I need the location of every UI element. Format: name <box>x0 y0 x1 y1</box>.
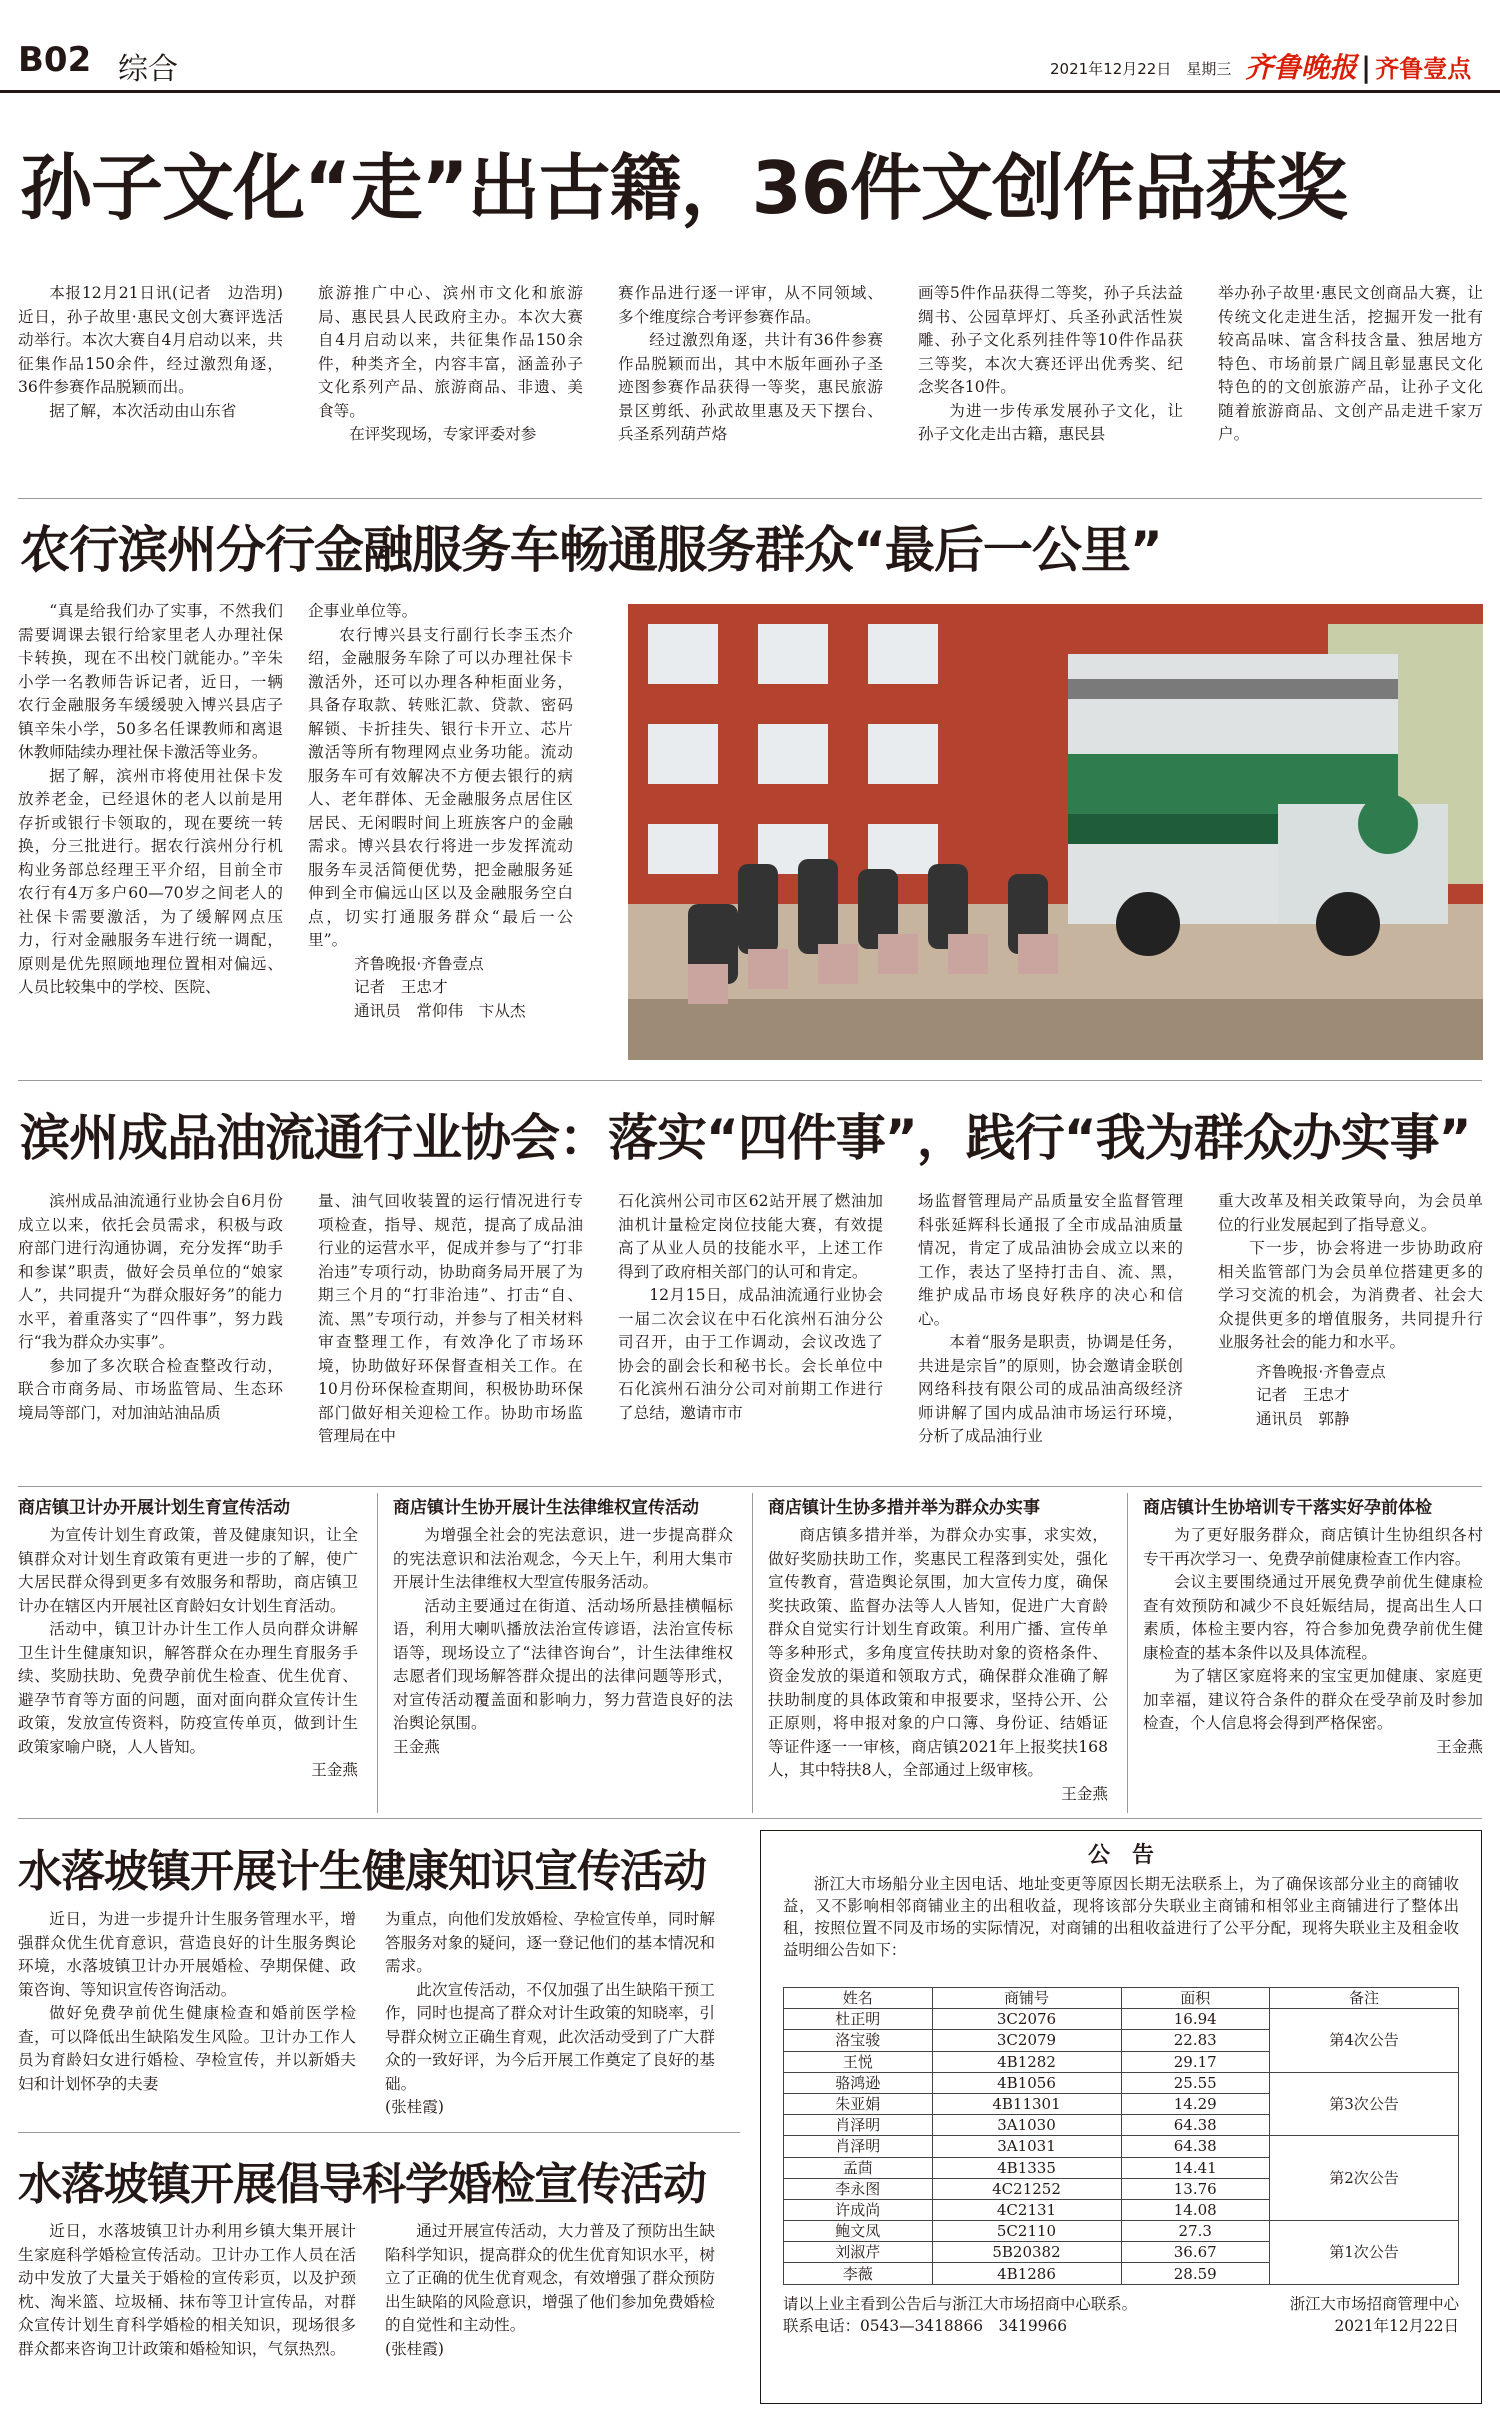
cell: 4C21252 <box>932 2178 1121 2199</box>
bank-service-truck-photo <box>628 604 1483 1060</box>
article3-col3 <box>618 1190 883 1490</box>
paragraph: 石化滨州公司市区62站开展了燃油加油机计量检定岗位技能大赛，有效提高了从业人员的技能水平，上述工作得到了政府相关部门的认可和肯定。 <box>618 1192 883 1281</box>
table-row <box>784 2221 1459 2242</box>
article1-col5 <box>1218 282 1483 492</box>
paragraph: 据了解，本次活动由山东省 <box>49 401 237 420</box>
cell: 王悦 <box>784 2051 933 2072</box>
notice-issuer: 浙江大市场招商管理中心 <box>1289 2294 1459 2313</box>
byline: 通讯员 郭静 <box>1256 1409 1350 1428</box>
table-header-row <box>784 1988 1459 2009</box>
article1-col3 <box>618 282 883 492</box>
remark-cell: 第1次公告 <box>1270 2221 1459 2285</box>
paragraph: 会议主要围绕通过开展免费孕前优生健康检查有效预防和减少不良妊娠结局，提高出生人口素质，体检主要内容，符合参加免费孕前优生健康检查的基本条件以及具体流程。 <box>1143 1573 1483 1662</box>
paragraph: 农行博兴县支行副行长李玉杰介绍，金融服务车除了可以办理社保卡激活外，还可以办理各种柜面业务，具备存取款、转账汇款、贷款、密码解锁、卡折挂失、银行卡开立、芯片激活等所有物理网点业务功能。流动服务车可有效解决不方便去银行的病人、老年群体、无金融服务点居住区居民、无闲暇时间上班族客户的金融需求。博兴县农行将进一步发挥流动服务车灵活简便优势，把金融服务延伸到全市偏远山区以及金融服务空白点，切实打通服务群众“最后一公里”。 <box>308 625 573 949</box>
cell: 骆鸿逊 <box>784 2072 933 2093</box>
paragraph: 活动主要通过在街道、活动场所悬挂横幅标语，利用大喇叭播放法治宣传谚语，法治宣传标语等，现场设立了“法律咨询台”，计生法律维权志愿者们现场解答群众提出的法律问题等形式，对宣传活动覆盖面和影响力，努力营造良好的法治舆论氛围。 <box>393 1596 733 1732</box>
notice-phone: 联系电话：0543—3418866 3419966 <box>783 2316 1067 2335</box>
author-signature: 王金燕 <box>1436 1737 1483 1756</box>
paragraph: 旅游推广中心、滨州市文化和旅游局、惠民县人民政府主办。本次大赛自4月启动以来，共征集作品150余件，种类齐全，内容丰富，涵盖孙子文化系列产品、旅游商品、非遗、美食等。 <box>318 284 583 420</box>
logo-qilu-yidian: 齐鲁壹点 <box>1375 55 1472 83</box>
article5-col1 <box>18 2220 356 2410</box>
cell: 洛宝骏 <box>784 2030 933 2051</box>
short1-body <box>18 1524 358 1814</box>
logo-qilu-wanbao: 齐鲁晚报 <box>1245 51 1358 84</box>
remark-cell: 第2次公告 <box>1270 2136 1459 2221</box>
cell: 4B1335 <box>932 2157 1121 2178</box>
paragraph: 本着“服务是职责，协调是任务，共进是宗旨”的原则，协会邀请金联创网络科技有限公司的成品油高级经济师讲解了国内成品油市场运行环境，分析了成品油行业 <box>918 1333 1183 1445</box>
paragraph: 重大改革及相关政策导向，为会员单位的行业发展起到了指导意义。 <box>1218 1192 1483 1234</box>
table-row <box>784 2072 1459 2093</box>
divider <box>18 1080 1482 1081</box>
cell: 64.38 <box>1121 2115 1270 2136</box>
cell: 5C2110 <box>932 2221 1121 2242</box>
page-number: B02 <box>18 40 92 80</box>
cell: 16.94 <box>1121 2009 1270 2030</box>
paragraph: 为进一步传承发展孙子文化，让孙子文化走出古籍，惠民县 <box>918 401 1183 443</box>
article3-col5 <box>1218 1190 1483 1490</box>
article4-col2 <box>385 1908 715 2128</box>
paragraph: 据了解，滨州市将使用社保卡发放养老金，已经退休的老人以前是用存折或银行卡领取的，现在要统一转换，分三批进行。据农行滨州分行机构业务部总经理王平介绍，目前全市农行有4万多户60—70岁之间老人的社保卡需要激活，为了缓解网点压力，行对金融服务车进行统一调配，原则是优先照顾地理位置相对偏远、人员比较集中的学校、医院、 <box>18 766 283 996</box>
divider <box>18 1486 1482 1487</box>
cell: 肖泽明 <box>784 2136 933 2157</box>
author-signature: (张桂霞) <box>385 2339 444 2358</box>
notice-footer <box>783 2293 1459 2337</box>
column-rule <box>752 1493 753 1813</box>
cell: 14.08 <box>1121 2199 1270 2220</box>
article5-headline: 水落坡镇开展倡导科学婚检宣传活动 <box>18 2159 706 2210</box>
cell: 27.3 <box>1121 2221 1270 2242</box>
short1-headline: 商店镇卫计办开展计划生育宣传活动 <box>18 1498 290 1518</box>
newspaper-logo: 齐鲁晚报 | 齐鲁壹点 <box>1245 51 1472 84</box>
paragraph: 做好免费孕前优生健康检查和婚前医学检查，可以降低出生缺陷发生风险。卫计办工作人员为育龄妇女进行婚检、孕检宣传，并以新婚夫妇和计划怀孕的夫妻 <box>18 2004 356 2093</box>
short3-body <box>768 1524 1108 1814</box>
article2-col1 <box>18 600 283 1060</box>
byline: 齐鲁晚报·齐鲁壹点 <box>354 954 484 973</box>
paragraph: 量、油气回收装置的运行情况进行专项检查，指导、规范，提高了成品油行业的运营水平，促成并参与了“打非治违”专项行动，协助商务局开展了为期三个月的“打非治违”、打击“自、流、黑”专项行动，并参与了相关材料审查整理工作，有效净化了市场环境，协助做好环保督查相关工作。在10月份环保检查期间，积极协助环保部门做好相关迎检工作。协助市场监管理局在中 <box>318 1192 583 1445</box>
cell: 3C2079 <box>932 2030 1121 2051</box>
article2-col2 <box>308 600 573 1060</box>
paragraph: 为增强全社会的宪法意识，进一步提高群众的宪法意识和法治观念，今天上午，利用大集市开展计生法律维权大型宣传服务活动。 <box>393 1526 733 1591</box>
remark-cell: 第3次公告 <box>1270 2072 1459 2136</box>
weekday-text: 星期三 <box>1186 60 1232 78</box>
notice-date: 2021年12月22日 <box>1334 2316 1459 2335</box>
table-row <box>784 2009 1459 2030</box>
column-header: 商铺号 <box>932 1988 1121 2009</box>
divider <box>18 1818 1482 1819</box>
paragraph: 场监督管理局产品质量安全监督管理科张延辉科长通报了全市成品油质量情况，肯定了成品油协会成立以来的工作，表达了坚持打击自、流、黑，维护成品市场良好秩序的决心和信心。 <box>918 1192 1183 1328</box>
paragraph: 企事业单位等。 <box>308 602 418 620</box>
article3-col2 <box>318 1190 583 1490</box>
paragraph: 为了辖区家庭将来的宝宝更加健康、家庭更加幸福，建议符合条件的群众在受孕前及时参加检查，个人信息将会得到严格保密。 <box>1143 1667 1483 1732</box>
cell: 李薇 <box>784 2263 933 2284</box>
author-signature: 王金燕 <box>1061 1784 1108 1803</box>
article3-headline: 滨州成品油流通行业协会：落实“四件事”，践行“我为群众办实事” <box>20 1109 1471 1167</box>
paragraph: 通过开展宣传活动，大力普及了预防出生缺陷科学知识，提高群众的优生优育知识水平，树立了正确的优生优育观念，有效增强了群众预防出生缺陷的风险意识，增强了他们参加免费婚检的自觉性和主动性。 <box>385 2222 715 2334</box>
article1-col1 <box>18 282 299 492</box>
short2-headline: 商店镇计生协开展计生法律维权宣传活动 <box>393 1498 699 1518</box>
article2-headline: 农行滨州分行金融服务车畅通服务群众“最后一公里” <box>20 521 1162 579</box>
cell: 鲍文凤 <box>784 2221 933 2242</box>
photo-illustration <box>628 604 1483 1060</box>
paragraph: 赛作品进行逐一评审，从不同领域、多个维度综合考评参赛作品。 <box>618 284 883 326</box>
divider <box>18 498 1482 499</box>
paragraph: 下一步，协会将进一步协助政府相关监管部门为会员单位搭建更多的学习交流的机会，为消费者、社会大众提供更多的增值服务，共同提升行业服务社会的能力和水平。 <box>1218 1239 1483 1351</box>
notice-table <box>783 1987 1459 2285</box>
article5-col2 <box>385 2220 715 2410</box>
paragraph: 商店镇多措并举，为群众办实事，求实效，做好奖励扶助工作，奖惠民工程落到实处，强化宣传教育，营造舆论氛围，加大宣传力度，确保奖扶政策、监督办法等人人皆知，促进广大育龄群众自觉实行计划生育政策。利用广播、宣传单等多种形式，多角度宣传扶助对象的资格条件、资金发放的渠道和领取方式，确保群众准确了解扶助制度的具体政策和申报要求，坚持公开、公正原则，将申报对象的户口簿、身份证、结婚证等证件逐一一审核，商店镇2021年上报奖扶168人，其中特扶8人，全部通过上级审核。 <box>768 1526 1108 1779</box>
notice-intro: 浙江大市场船分业主因电话、地址变更等原因长期无法联系上，为了确保该部分业主的商铺收益，又不影响相邻商铺业主的出租收益，现将该部分失联业主商铺和相邻业主商铺进行了整体出租，按照位置不同及市场的实际情况，对商铺的出租收益进行了公平分配，现将失联业主及租金收益明细公告如下： <box>783 1875 1459 1959</box>
short2-body <box>393 1524 733 1814</box>
cell: 28.59 <box>1121 2263 1270 2284</box>
cell: 14.41 <box>1121 2157 1270 2178</box>
notice-contact-instruction: 请以上业主看到公告后与浙江大市场招商中心联系。 <box>783 2294 1137 2313</box>
article1-col2 <box>318 282 583 492</box>
cell: 25.55 <box>1121 2072 1270 2093</box>
article4-col1 <box>18 1908 356 2128</box>
cell: 3A1031 <box>932 2136 1121 2157</box>
header-date <box>1050 58 1231 79</box>
cell: 36.67 <box>1121 2242 1270 2263</box>
cell: 4B1056 <box>932 2072 1121 2093</box>
cell: 肖泽明 <box>784 2115 933 2136</box>
paragraph: 此次宣传活动，不仅加强了出生缺陷干预工作，同时也提高了群众对计生政策的知晓率，引导群众树立正确生育观，此次活动受到了广大群众的一致好评，为今后开展工作奠定了良好的基础。 <box>385 1980 715 2093</box>
public-notice-box <box>760 1830 1482 2404</box>
section-name: 综合 <box>118 52 178 87</box>
cell: 朱亚娟 <box>784 2093 933 2114</box>
author-signature: (张桂霞) <box>385 2098 444 2116</box>
byline: 记者 王忠才 <box>354 978 448 996</box>
paragraph: “真是给我们办了实事，不然我们需要调课去银行给家里老人办理社保卡转换，现在不出校门就能办。”辛朱小学一名教师告诉记者，近日，一辆农行金融服务车缓缓驶入博兴县店子镇辛朱小学，50多名任课教师和离退休教师陆续办理社保卡激活等业务。 <box>18 602 283 761</box>
date-text: 2021年12月22日 <box>1050 60 1172 78</box>
cell: 4C2131 <box>932 2199 1121 2220</box>
cell: 64.38 <box>1121 2136 1270 2157</box>
cell: 4B1282 <box>932 2051 1121 2072</box>
paragraph: 本报12月21日讯(记者 边浩玥) 近日，孙子故里·惠民文创大赛评选活动举行。本次大赛自4月启动以来，共征集作品150余件，经过激烈角逐，36件参赛作品脱颖而出。 <box>18 284 299 396</box>
paragraph: 滨州成品油流通行业协会自6月份成立以来，依托会员需求，积极与政府部门进行沟通协调，充分发挥“助手和参谋”职责，做好会员单位的“娘家人”，共同提升“为群众服好务”的能力水平，着重落实了“四件事”，努力践行“我为群众办实事”。 <box>18 1192 283 1351</box>
cell: 3C2076 <box>932 2009 1121 2030</box>
cell: 杜正明 <box>784 2009 933 2030</box>
paragraph: 12月15日，成品油流通行业协会一届二次会议在中石化滨州石油分公司召开，由于工作调动，会议改选了协会的副会长和秘书长。会长单位中石化滨州石油分公司对前期工作进行了总结，邀请市市 <box>618 1286 883 1422</box>
header-rule <box>0 90 1500 93</box>
paragraph: 近日，为进一步提升计生服务管理水平，增强群众优生优育意识，营造良好的计生服务舆论环境，水落坡镇卫计办开展婚检、孕期保健、政策咨询、等知识宣传咨询活动。 <box>18 1910 356 1999</box>
byline: 记者 王忠才 <box>1256 1386 1350 1404</box>
byline: 通讯员 常仰伟 卞从杰 <box>354 1001 526 1020</box>
column-header: 姓名 <box>784 1988 933 2009</box>
paragraph: 活动中，镇卫计办计生工作人员向群众讲解卫生计生健康知识，解答群众在办理生育服务手续、奖励扶助、免费孕前优生检查、优生优育、避孕节育等方面的问题，面对面向群众宣传计生政策，发放宣传资料，防疫宣传单页，做到计生政策家喻户晓，人人皆知。 <box>18 1620 358 1756</box>
short4-headline: 商店镇计生协培训专干落实好孕前体检 <box>1143 1498 1432 1518</box>
column-header: 面积 <box>1121 1988 1270 2009</box>
cell: 3A1030 <box>932 2115 1121 2136</box>
paragraph: 经过激烈角逐，共计有36件参赛作品脱颖而出，其中木版年画孙子圣迹图参赛作品获得一等奖，惠民旅游景区剪纸、孙武故里惠及天下摆台、兵圣系列葫芦烙 <box>618 331 883 443</box>
column-header: 备注 <box>1270 1988 1459 2009</box>
short3-headline: 商店镇计生协多措并举为群众办实事 <box>768 1498 1040 1518</box>
column-rule <box>377 1493 378 1813</box>
cell: 14.29 <box>1121 2093 1270 2114</box>
cell: 22.83 <box>1121 2030 1270 2051</box>
paragraph: 举办孙子故里·惠民文创商品大赛，让传统文化走进生活，挖掘开发一批有较高品味、富含科技含量、独居地方特色、市场前景广阔且彰显惠民文化特色的的文创旅游产品，让孙子文化随着旅游商品、文创产品走进千家万户。 <box>1218 284 1483 443</box>
cell: 许成尚 <box>784 2199 933 2220</box>
cell: 29.17 <box>1121 2051 1270 2072</box>
cell: 刘淑芹 <box>784 2242 933 2263</box>
byline: 齐鲁晚报·齐鲁壹点 <box>1256 1362 1386 1381</box>
cell: 5B20382 <box>932 2242 1121 2263</box>
cell: 孟茴 <box>784 2157 933 2178</box>
paragraph: 画等5件作品获得二等奖，孙子兵法益绸书、公园草坪灯、兵圣孙武活性炭雕、孙子文化系列挂件等10件作品获三等奖，本次大赛还评出优秀奖、纪念奖各10件。 <box>918 284 1183 396</box>
article3-col1 <box>18 1190 283 1490</box>
paragraph: 为了更好服务群众，商店镇计生协组织各村专干再次学习一、免费孕前健康检查工作内容。 <box>1143 1526 1483 1568</box>
paragraph: 在评奖现场，专家评委对参 <box>349 425 537 443</box>
cell: 4B1286 <box>932 2263 1121 2284</box>
paragraph: 参加了多次联合检查整改行动，联合市商务局、市场监管局、生态环境局等部门，对加油站油品质 <box>18 1356 283 1422</box>
cell: 李永图 <box>784 2178 933 2199</box>
divider <box>18 2132 740 2133</box>
paragraph: 近日，水落坡镇卫计办利用乡镇大集开展计生家庭科学婚检宣传活动。卫计办工作人员在活动中发放了大量关于婚检的宣传彩页，以及护颈枕、淘米篮、垃圾桶、抹布等卫计宣传品，对群众宣传计划生育科学婚检的相关知识，现场很多群众都来咨询卫计政策和婚检知识，气氛热烈。 <box>18 2222 356 2358</box>
short4-body <box>1143 1524 1483 1814</box>
cell: 13.76 <box>1121 2178 1270 2199</box>
notice-title: 公 告 <box>1087 1843 1154 1868</box>
author-signature: 王金燕 <box>311 1761 358 1779</box>
article3-col4 <box>918 1190 1183 1490</box>
article1-col4 <box>918 282 1183 492</box>
table-row <box>784 2136 1459 2157</box>
article1-headline: 孙子文化“走”出古籍，36件文创作品获奖 <box>20 146 1347 230</box>
paragraph: 为宣传计划生育政策，普及健康知识，让全镇群众对计划生育政策有更进一步的了解，使广大居民群众得到更多有效服务和帮助，商店镇卫计办在辖区内开展社区育龄妇女计划生育活动。 <box>18 1526 358 1615</box>
remark-cell: 第4次公告 <box>1270 2009 1459 2073</box>
author-signature: 王金燕 <box>393 1737 440 1756</box>
paragraph: 为重点，向他们发放婚检、孕检宣传单，同时解答服务对象的疑问，逐一登记他们的基本情况和需求。 <box>385 1910 715 1975</box>
article4-headline: 水落坡镇开展计生健康知识宣传活动 <box>18 1846 706 1897</box>
column-rule <box>1127 1493 1128 1813</box>
cell: 4B11301 <box>932 2093 1121 2114</box>
